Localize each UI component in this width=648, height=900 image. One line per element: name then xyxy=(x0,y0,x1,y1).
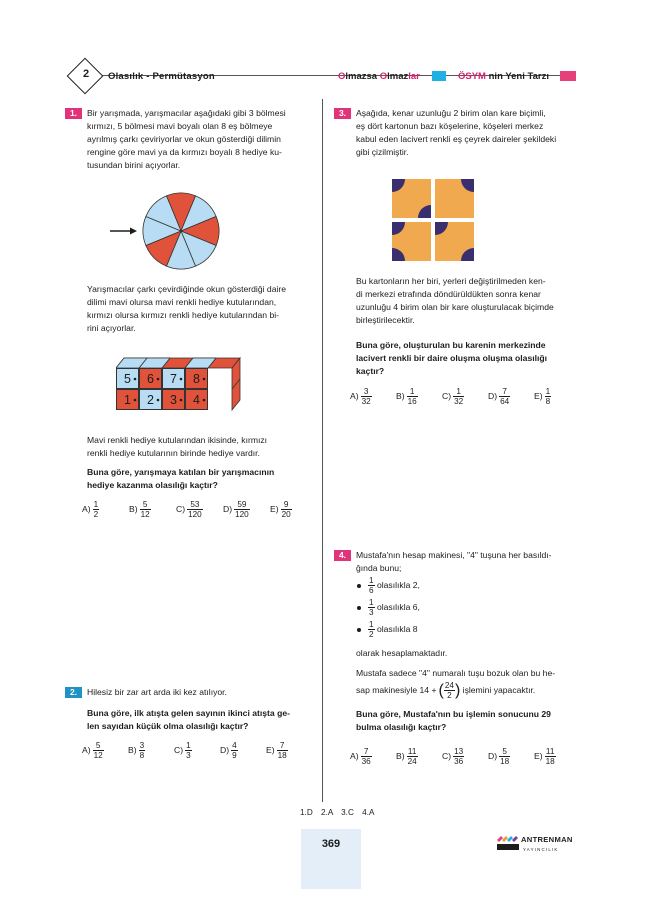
fraction-denominator: 64 xyxy=(500,397,510,406)
q2-intro: Hilesiz bir zar art arda iki kez atılıyor. xyxy=(87,687,227,697)
fraction-numerator: 3 xyxy=(361,387,372,397)
fraction-denominator: 6 xyxy=(369,586,374,595)
fraction-denominator: 120 xyxy=(235,510,249,519)
fraction-numerator: 59 xyxy=(234,500,250,510)
fraction-numerator: 1 xyxy=(369,576,374,585)
bullet-icon xyxy=(357,606,361,610)
answer-option[interactable] xyxy=(128,741,145,760)
option-fraction xyxy=(499,747,510,766)
option-fraction xyxy=(139,741,146,760)
fraction-denominator: 36 xyxy=(361,757,371,766)
option-fraction xyxy=(361,747,372,766)
option-fraction xyxy=(361,387,372,406)
fraction-numerator: 1 xyxy=(369,620,374,629)
fraction-numerator: 7 xyxy=(277,741,288,751)
answer-option[interactable] xyxy=(270,500,292,519)
text-line: eş dört kartonun bazı köşelerine, köşeleri merkez xyxy=(356,121,544,131)
fraction-denominator: 9 xyxy=(232,751,237,760)
fraction-denominator: 18 xyxy=(277,751,287,760)
gift-box: 5 xyxy=(116,368,139,389)
answer-option[interactable] xyxy=(488,747,510,766)
fraction-numerator: 11 xyxy=(545,747,555,756)
question-number: 3. xyxy=(334,108,351,119)
option-letter: B) xyxy=(396,390,405,401)
gift-box: 6 xyxy=(139,368,162,389)
answer-option[interactable] xyxy=(220,741,238,760)
option-fraction xyxy=(545,387,552,406)
text-line: rengine göre mavi ya da kırmızı boyalı 8 hediye ku- xyxy=(87,147,282,157)
fraction-numerator: 1 xyxy=(369,598,374,607)
fraction-numerator: 3 xyxy=(139,741,145,750)
fraction-denominator: 16 xyxy=(407,397,417,406)
answer-option[interactable] xyxy=(350,747,372,766)
fraction xyxy=(444,681,455,700)
fraction xyxy=(368,576,375,595)
question-number: 1. xyxy=(65,108,82,119)
option-letter: C) xyxy=(174,744,184,755)
answer-option[interactable] xyxy=(174,741,192,760)
fraction-denominator: 12 xyxy=(93,751,103,760)
fraction-denominator: 8 xyxy=(139,751,145,760)
answer-option[interactable] xyxy=(488,387,510,406)
q4-after: olarak hesaplamaktadır. xyxy=(356,648,448,658)
probability-bullet xyxy=(357,620,418,639)
text-line: rini açıyorlar. xyxy=(87,323,136,333)
question-number: 4. xyxy=(334,550,351,561)
answer-option[interactable] xyxy=(82,500,99,519)
option-fraction xyxy=(185,741,192,760)
text-line: Buna göre, yarışmaya katılan bir yarışmacının xyxy=(87,467,275,477)
answer-option[interactable] xyxy=(129,500,151,519)
series-label-1-part: O xyxy=(379,71,388,82)
text-line: kırmızı, 5 bölmesi mavi boyalı olan 8 eş bölmeye xyxy=(87,121,273,131)
fraction-numerator: 5 xyxy=(499,747,510,757)
fraction-numerator: 1 xyxy=(93,500,99,509)
text-line: Buna göre, Mustafa'nın bu işlemin sonucunu 29 xyxy=(356,709,551,719)
text-line: bulma olasılığı kaçtır? xyxy=(356,722,447,732)
text-line: Aşağıda, kenar uzunluğu 2 birim olan kare biçimli, xyxy=(356,108,546,118)
q1-middle xyxy=(87,283,310,335)
gift-box: 4 xyxy=(185,389,208,410)
option-letter: A) xyxy=(350,750,359,761)
unit-number: 2 xyxy=(82,68,90,80)
answer-key: 1.D 2.A 3.C 4.A xyxy=(300,808,375,817)
text-line: len sayıdan küçük olma olasılığı kaçtır? xyxy=(87,721,249,731)
option-letter: B) xyxy=(129,503,138,514)
bullet-text: olasılıkla 2, xyxy=(376,579,420,590)
text-line: uzunluğu 4 birim olan bir kare oluşturulacak biçimde xyxy=(356,302,554,312)
fraction-denominator: 20 xyxy=(281,510,291,519)
option-letter: D) xyxy=(488,750,498,761)
fraction-numerator: 9 xyxy=(281,500,292,510)
option-fraction xyxy=(281,500,292,519)
text-line: tusundan birini açıyorlar. xyxy=(87,160,181,170)
text-line: Mavi renkli hediye kutularından ikisinde, kırmızı xyxy=(87,435,268,445)
option-letter: A) xyxy=(82,503,91,514)
gift-box: 3 xyxy=(162,389,185,410)
answer-option[interactable] xyxy=(534,387,551,406)
text-line: Mustafa'nın hesap makinesi, "4" tuşuna her basıldı- xyxy=(356,550,552,560)
gift-box: 7 xyxy=(162,368,185,389)
q1-after xyxy=(87,434,310,460)
q4-question xyxy=(356,708,580,734)
fraction-numerator: 5 xyxy=(93,741,104,751)
series-label-1-part: O xyxy=(338,71,346,82)
text-line: kaçtır? xyxy=(356,366,385,376)
logo-name: ANTRENMAN xyxy=(521,835,573,844)
option-letter: A) xyxy=(82,744,91,755)
fraction-denominator: 12 xyxy=(140,510,150,519)
text-line: kabul eden lacivert renkli eş çeyrek daireler şekildeki xyxy=(356,134,557,144)
fraction-denominator: 24 xyxy=(407,757,417,766)
fraction-denominator: 2 xyxy=(93,510,99,519)
series-label-2-part: ÖSYM xyxy=(458,71,486,82)
option-fraction xyxy=(93,741,104,760)
option-fraction xyxy=(499,387,510,406)
series-label-1-part: lar xyxy=(408,71,420,82)
answer-option[interactable] xyxy=(223,500,250,519)
column-divider xyxy=(322,99,323,802)
q4-mid-line-1: Mustafa sadece "4" numaralı tuşu bozuk olan bu he- xyxy=(356,668,556,678)
text-fragment: sap makinesiyle 14 + xyxy=(356,684,437,695)
option-letter: C) xyxy=(176,503,186,514)
fraction-numerator: 1 xyxy=(545,387,551,396)
series-label-1-part: lmazsa xyxy=(345,71,380,82)
option-fraction xyxy=(453,387,464,406)
text-line: ayrılmış çarkı çeviriyorlar ve okun gösterdiği dilimin xyxy=(87,134,281,144)
paren-open: ( xyxy=(438,681,444,699)
fraction-numerator: 24 xyxy=(444,681,454,690)
bullet-text: olasılıkla 6, xyxy=(376,601,420,612)
option-letter: E) xyxy=(534,390,543,401)
fraction-denominator: 2 xyxy=(447,691,452,700)
option-fraction xyxy=(140,500,151,519)
fraction-numerator: 1 xyxy=(407,387,418,397)
answer-option[interactable] xyxy=(176,500,203,519)
arrow-icon xyxy=(130,228,137,235)
option-fraction xyxy=(187,500,203,519)
paren-close: ) xyxy=(454,681,461,699)
option-fraction xyxy=(545,747,556,766)
q3-intro xyxy=(356,107,580,159)
fraction-denominator: 18 xyxy=(545,757,555,766)
text-line: Yarışmacılar çarkı çevirdiğinde okun gösterdiği daire xyxy=(87,284,287,294)
fraction-numerator: 4 xyxy=(232,741,237,750)
text-line: Bu kartonların her biri, yerleri değiştirilmeden ken- xyxy=(356,276,546,286)
series-label-2-part: nin Yeni Tarzı xyxy=(485,71,549,82)
bullet-icon xyxy=(357,628,361,632)
q4-intro xyxy=(356,549,580,575)
fraction-denominator: 36 xyxy=(454,757,464,766)
fraction-numerator: 7 xyxy=(361,747,372,757)
fraction-denominator: 2 xyxy=(369,630,374,639)
option-letter: C) xyxy=(442,390,452,401)
fraction xyxy=(368,598,375,617)
page-number: 369 xyxy=(321,838,341,850)
answer-option[interactable] xyxy=(266,741,288,760)
option-letter: B) xyxy=(128,744,137,755)
series-label-1-part: lmaz xyxy=(387,71,409,82)
text-line: Buna göre, ilk atışta gelen sayının ikinci atışta ge- xyxy=(87,708,290,718)
option-fraction xyxy=(231,741,238,760)
fraction-denominator: 3 xyxy=(369,608,374,617)
series-label-2 xyxy=(458,70,549,83)
blue-marker xyxy=(432,71,446,81)
fraction-numerator: 53 xyxy=(187,500,203,510)
option-letter: D) xyxy=(223,503,233,514)
probability-bullet xyxy=(357,598,420,617)
question-number: 2. xyxy=(65,687,82,698)
option-letter: E) xyxy=(534,750,543,761)
gift-box: 2 xyxy=(139,389,162,410)
option-fraction xyxy=(453,747,464,766)
text-line: hediye kazanma olasılığı kaçtır? xyxy=(87,480,218,490)
text-line: gibi çizilmiştir. xyxy=(356,147,409,157)
fraction-numerator: 1 xyxy=(453,387,464,397)
text-line: birleştirilecektir. xyxy=(356,315,415,325)
text-line: lacivert renkli bir daire oluşma oluşma olasılığı xyxy=(356,353,548,363)
fraction-denominator: 18 xyxy=(500,757,510,766)
option-fraction xyxy=(93,500,100,519)
option-letter: E) xyxy=(270,503,279,514)
bullet-text: olasılıkla 8 xyxy=(376,623,418,634)
q3-middle xyxy=(356,275,580,327)
q1-intro xyxy=(87,107,310,172)
pink-marker xyxy=(560,71,576,81)
answer-option[interactable] xyxy=(396,747,418,766)
answer-option[interactable] xyxy=(82,741,104,760)
fraction-denominator: 32 xyxy=(454,397,464,406)
text-line: di merkezi etrafında döndürüldükten sonra kenar xyxy=(356,289,541,299)
gift-box: 1 xyxy=(116,389,139,410)
spinner-wheel xyxy=(108,185,228,277)
option-fraction xyxy=(407,747,418,766)
fraction-denominator: 8 xyxy=(545,397,551,406)
q4-mid-line-2 xyxy=(356,681,535,700)
option-fraction xyxy=(234,500,250,519)
text-line: Bir yarışmada, yarışmacılar aşağıdaki gibi 3 bölmesi xyxy=(87,108,286,118)
option-letter: C) xyxy=(442,750,452,761)
probability-bullet xyxy=(357,576,420,595)
option-letter: D) xyxy=(220,744,230,755)
option-letter: D) xyxy=(488,390,498,401)
text-line: renkli hediye kutularının birinde hediye vardır. xyxy=(87,448,260,458)
fraction-numerator: 11 xyxy=(407,747,417,756)
fraction-numerator: 13 xyxy=(454,747,464,756)
option-letter: A) xyxy=(350,390,359,401)
text-line: kırmızı olursa kırmızı renkli hediye kutularından bi- xyxy=(87,310,279,320)
fraction-denominator: 3 xyxy=(186,751,191,760)
q1-question xyxy=(87,466,310,492)
gift-box: 8 xyxy=(185,368,208,389)
chapter-title: Olasılık - Permütasyon xyxy=(108,71,215,82)
option-letter: B) xyxy=(396,750,405,761)
q3-question xyxy=(356,339,580,378)
fraction xyxy=(368,620,375,639)
box-dots xyxy=(116,368,208,410)
answer-option[interactable] xyxy=(534,747,556,766)
fraction-denominator: 120 xyxy=(188,510,202,519)
answer-option[interactable] xyxy=(396,387,418,406)
answer-option[interactable] xyxy=(442,387,464,406)
fraction-numerator: 7 xyxy=(499,387,510,397)
option-letter: E) xyxy=(266,744,275,755)
answer-option[interactable] xyxy=(350,387,372,406)
option-fraction xyxy=(277,741,288,760)
fraction-numerator: 5 xyxy=(140,500,151,510)
text-line: ğında bunu; xyxy=(356,563,402,573)
fraction-denominator: 32 xyxy=(361,397,371,406)
option-fraction xyxy=(407,387,418,406)
cardboard-squares xyxy=(392,179,474,261)
series-label-1 xyxy=(338,70,420,83)
bullet-icon xyxy=(357,584,361,588)
logo-subtitle: YAYINCILIK xyxy=(523,847,559,852)
text-line: dilimi mavi olursa mavi renkli hediye kutularından, xyxy=(87,297,277,307)
text-fragment: işlemini yapacaktır. xyxy=(462,684,536,695)
text-line: Buna göre, oluşturulan bu karenin merkezinde xyxy=(356,340,546,350)
q2-question xyxy=(87,707,310,733)
fraction-numerator: 1 xyxy=(186,741,191,750)
answer-option[interactable] xyxy=(442,747,464,766)
